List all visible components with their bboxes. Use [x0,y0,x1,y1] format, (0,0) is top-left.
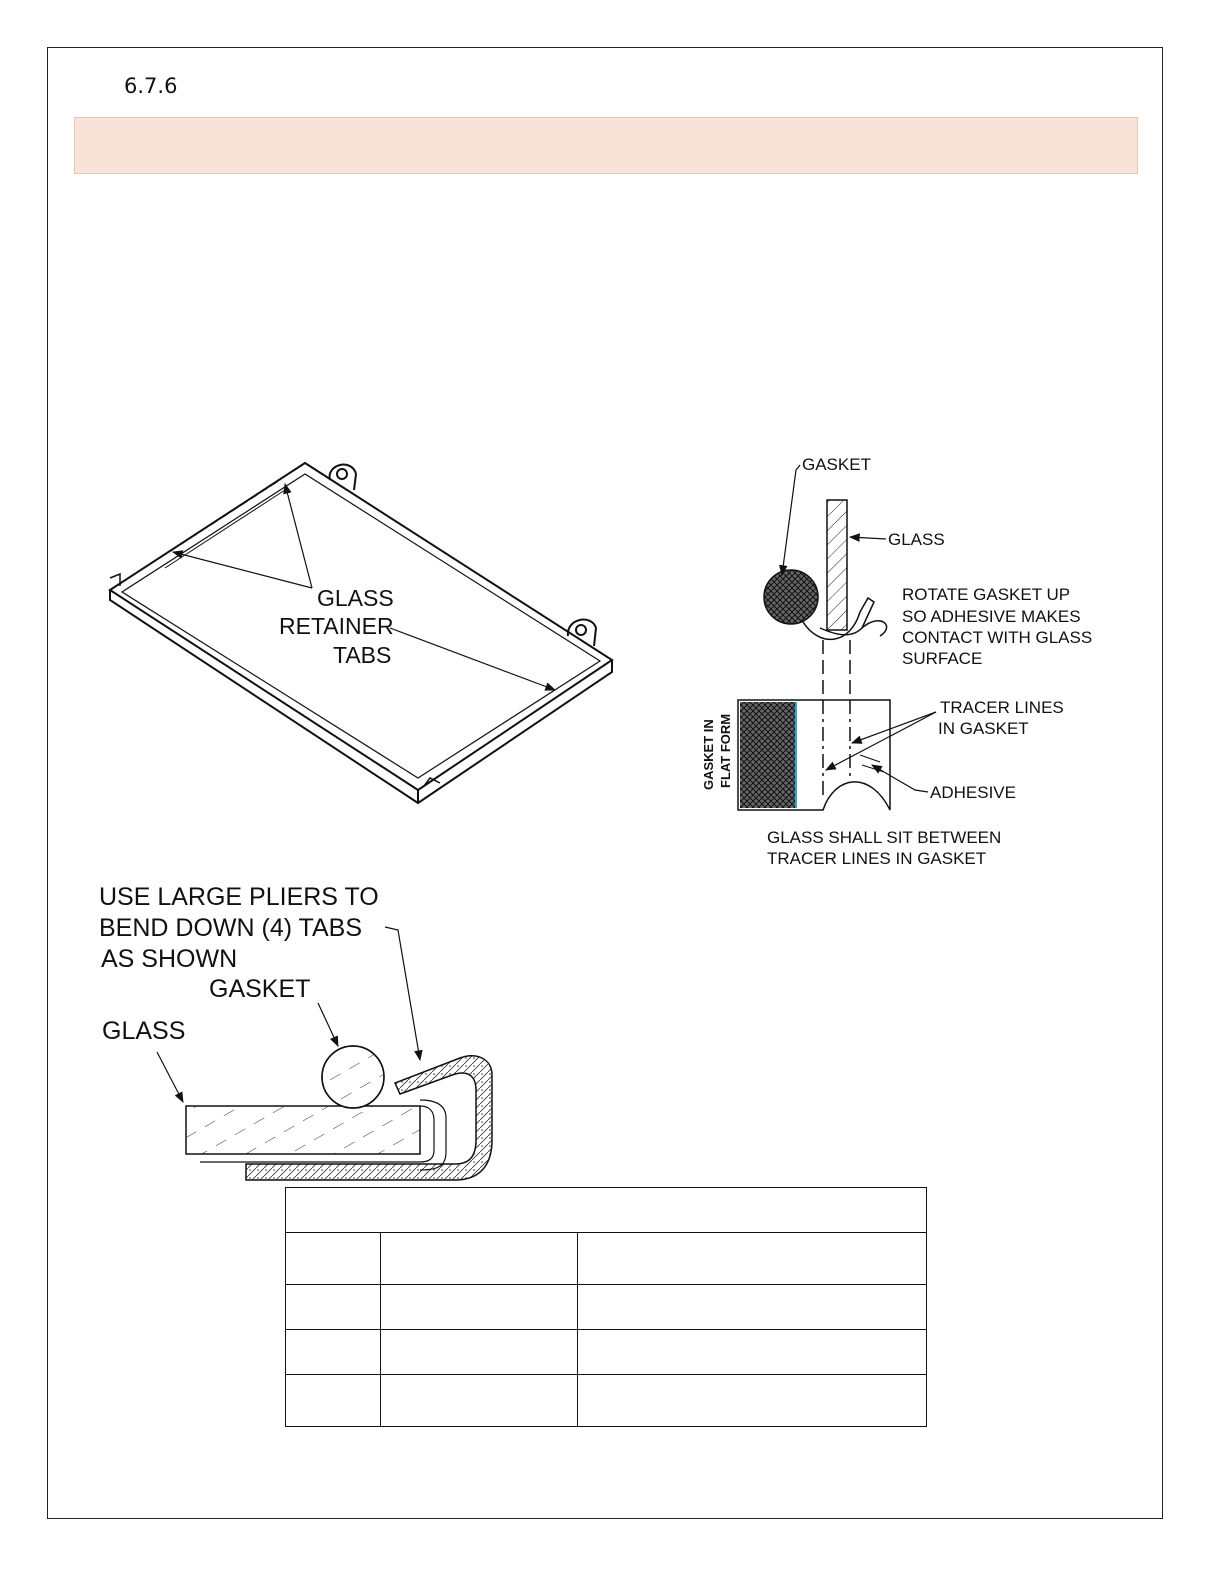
parts-table [285,1187,927,1427]
parts-table-cell [381,1330,578,1375]
section-glass [186,1106,420,1154]
parts-table-cell [578,1375,927,1427]
glass-pane-upper [827,500,847,630]
tray-label-tabs: TABS [333,642,392,668]
detail-note-rotate-1: ROTATE GASKET UP [902,585,1071,604]
parts-table-cell [578,1233,927,1285]
section-instruction-2: BEND DOWN (4) TABS [99,914,362,942]
detail-label-flat-form-1: GASKET IN [701,719,716,790]
parts-table-cell [286,1375,381,1427]
section-figure [186,1046,492,1180]
detail-label-flat-form-2: FLAT FORM [718,713,733,788]
parts-table-cell [381,1375,578,1427]
section-label-glass: GLASS [102,1017,186,1045]
detail-note-rotate-4: SURFACE [902,649,983,668]
parts-table-cell [286,1285,381,1330]
parts-table-cell [578,1285,927,1330]
detail-label-glass: GLASS [888,530,945,549]
parts-table-cell [381,1285,578,1330]
detail-note-rotate-3: CONTACT WITH GLASS [902,628,1093,647]
gasket-detail-figure [738,500,890,810]
detail-note-rotate-2: SO ADHESIVE MAKES [902,607,1081,626]
parts-table-cell [381,1233,578,1285]
section-instruction-1: USE LARGE PLIERS TO [99,883,379,911]
detail-label-adhesive: ADHESIVE [930,783,1016,802]
parts-table-cell [578,1330,927,1375]
parts-table-cell [286,1233,381,1285]
section-label-gasket: GASKET [209,975,311,1003]
detail-note-sit-1: GLASS SHALL SIT BETWEEN [767,828,1002,847]
detail-label-tracer-2: IN GASKET [938,719,1029,738]
detail-label-tracer-1: TRACER LINES [940,698,1064,717]
gasket-round-section [764,570,818,624]
tray-label-glass: GLASS [317,585,394,611]
detail-note-sit-2: TRACER LINES IN GASKET [767,849,987,868]
tray-mount-ear-right [568,620,596,646]
section-number: 6.7.6 [124,74,178,98]
detail-label-gasket: GASKET [802,455,871,474]
section-instruction-3: AS SHOWN [101,945,238,973]
parts-table-header [286,1188,927,1233]
parts-table-cell [286,1330,381,1375]
tray-label-retainer: RETAINER [279,613,394,639]
